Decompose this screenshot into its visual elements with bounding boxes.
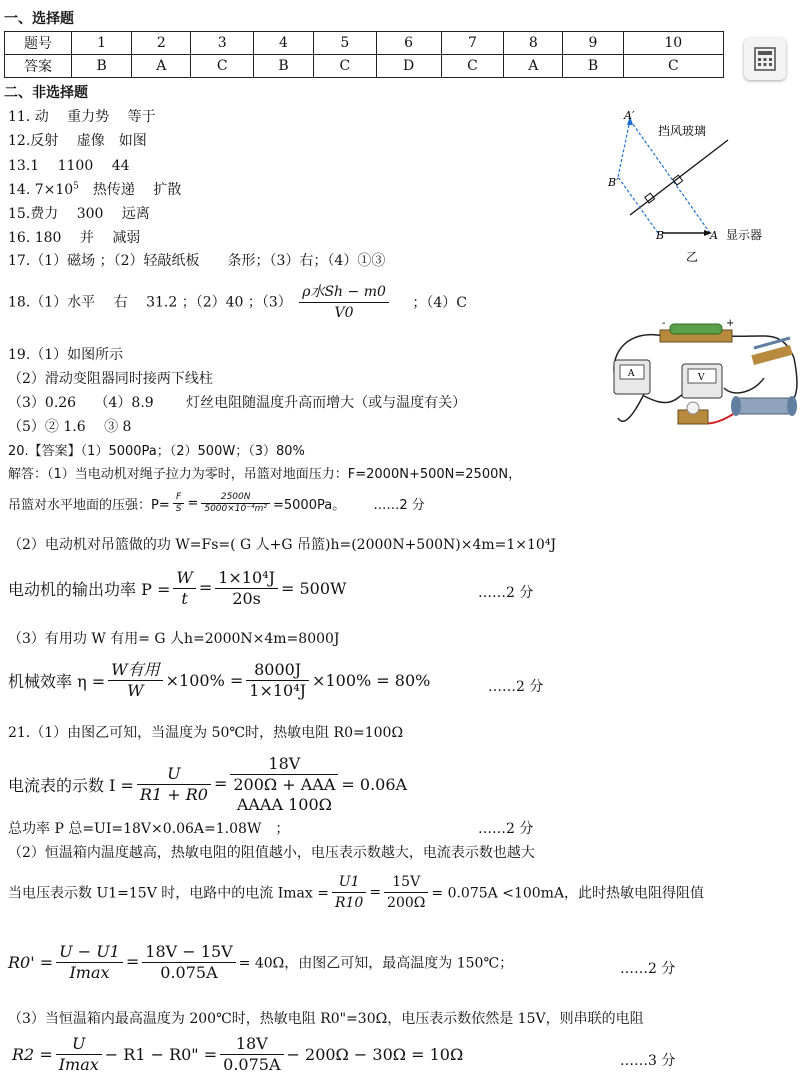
rheostat-end: [731, 396, 741, 416]
fraction-denominator: V0: [334, 305, 354, 321]
fraction-denominator-2: AAAA 100Ω: [236, 795, 332, 814]
answer-table: [4, 31, 724, 78]
answer-14-rest: 热传递 扩散: [78, 182, 182, 198]
r2-label: R2 =: [12, 1045, 53, 1064]
fraction-denominator: R1 + R0: [139, 785, 208, 804]
rheostat-end: [787, 396, 797, 416]
current-result: = 0.06A: [341, 775, 408, 794]
resistance-fraction-2: [142, 942, 235, 983]
fraction-numerator: W有用: [108, 660, 162, 681]
answer-21-power: 总功率 P 总=UI=18V×0.06A=1.08W ；: [8, 821, 290, 837]
score-label: ……2 分: [620, 961, 676, 977]
pressure-result: =5000Pa。: [273, 498, 346, 513]
table-cell: 1: [72, 32, 132, 55]
answer-16: 16. 180 并 减弱: [8, 230, 141, 246]
density-fraction: [299, 282, 389, 323]
resistance-fraction: [56, 942, 123, 983]
current-fraction: [137, 764, 211, 805]
r2-fraction-2: [220, 1034, 283, 1075]
r2-result: − 200Ω − 30Ω = 10Ω: [286, 1045, 464, 1064]
calculator-icon: [744, 38, 786, 80]
table-cell: 题号: [5, 32, 72, 55]
efficiency-fraction-2: [246, 660, 309, 701]
score-label: ……2 分: [373, 498, 425, 513]
answer-13: 13.1 1100 44: [8, 158, 130, 174]
virtual-image: [618, 120, 630, 177]
efficiency-result: ×100% = 80%: [312, 671, 431, 690]
table-cell: 答案: [5, 55, 72, 78]
label-b-prime: B′: [608, 176, 619, 189]
resistance-result: = 40Ω，由图乙可知，最高温度为 150℃；: [238, 955, 514, 972]
wire: [724, 378, 764, 393]
answer-20-work: （2）电动机对吊篮做的功 W=Fs=( G 人+G 吊篮)h=(2000N+500N)×4m=1×10⁴J: [8, 537, 557, 553]
table-row-answers: [5, 55, 724, 78]
answer-18-tail: ；（4）C: [412, 294, 467, 311]
fraction-numerator: 15V: [384, 872, 428, 893]
answer-21-resistance: R0' = $\frac{U - U1}{Imax}$ = $\frac{18V - 15V}{0.075A}$ = 40Ω，由图乙可知，最高温度为 150℃；: [8, 942, 514, 982]
answer-21-2: （2）恒温箱内温度越高，热敏电阻的阻值越小，电压表示数越大，电流表示数也越大: [8, 845, 535, 861]
fraction-denominator: 20s: [232, 589, 261, 608]
rheostat-coil: [670, 324, 722, 334]
answer-19-3: （3）0.26 （4）8.9 灯丝电阻随温度升高而增大（或与温度有关）: [8, 395, 467, 411]
bulb-icon: [687, 402, 699, 414]
table-cell: 7: [441, 32, 503, 55]
answer-20: 20.【答案】（1）5000Pa；（2）500W；（3）80%: [8, 444, 305, 459]
fraction-denominator: t: [181, 589, 188, 608]
reflection-figure: [600, 105, 780, 265]
voltage-label: 当电压表示数 U1=15V 时，电路中的电流 Imax =: [8, 885, 329, 902]
fraction-numerator: U: [56, 1034, 102, 1055]
fraction-numerator: U − U1: [56, 942, 123, 963]
answer-21-current: 电流表的示数 I = $\frac{U}{R1 + R0}$ = 18V 200Ω + AAA AAAA 100Ω = 0.06A: [8, 754, 408, 814]
efficiency-fraction: [108, 660, 162, 701]
answer-19-5: （5）② 1.6 ③ 8: [8, 419, 132, 435]
fraction-numerator: 18V: [230, 754, 338, 775]
answer-21-voltage: 当电压表示数 U1=15V 时，电路中的电流 Imax = $\frac{U1}{R10}$ = $\frac{15V}{200\Omega}$ = 0.075A <100mA，此时热敏电阻得阻值: [8, 874, 705, 911]
current-label: 电流表的示数 I =: [8, 776, 134, 795]
answer-19-2: （2）滑动变阻器同时接两下线柱: [8, 371, 213, 387]
fraction-numerator: 1×10⁴J: [215, 568, 278, 589]
answer-15: 15.费力 300 远离: [8, 206, 150, 222]
fraction-numerator: 2500N: [201, 492, 270, 504]
efficiency-mid: ×100% =: [165, 671, 244, 690]
answer-14-value: 14. 7×10: [8, 182, 74, 198]
fraction-numerator: W: [173, 568, 195, 589]
imax-result: = 0.075A <100mA，此时热敏电阻得阻值: [431, 885, 705, 902]
fraction-numerator: 8000J: [246, 660, 309, 681]
answer-21-r2: [12, 1034, 463, 1075]
answer-21: 21.（1）由图乙可知，当温度为 50℃时，热敏电阻 R0=100Ω: [8, 725, 404, 741]
circuit-figure: [604, 318, 804, 436]
label-display: 显示器: [726, 228, 763, 242]
fraction-numerator: 18V − 15V: [142, 942, 235, 963]
power-label: 电动机的输出功率 P =: [8, 580, 171, 599]
table-cell: 3: [191, 32, 253, 55]
table-cell: B: [72, 55, 132, 78]
table-cell: 10: [623, 32, 723, 55]
fraction-denominator: Imax: [58, 1055, 99, 1074]
table-cell: C: [191, 55, 253, 78]
fraction-denominator: 5000×10⁻⁴m²: [204, 504, 267, 514]
image-line-b: [618, 177, 658, 233]
answer-12: 12.反射 虚像 如图: [8, 133, 147, 149]
fraction-numerator: F: [173, 492, 185, 504]
efficiency-label: 机械效率 η =: [8, 672, 106, 691]
fraction-denominator: 200Ω + AAA: [233, 775, 336, 794]
fraction-denominator: S: [175, 504, 182, 514]
current-fraction-2: [230, 754, 338, 815]
table-row-question-numbers: [5, 32, 724, 55]
answer-20-efficiency: [8, 660, 430, 701]
answer-19: 19.（1）如图所示: [8, 347, 124, 363]
score-label: ……2 分: [478, 585, 534, 601]
fraction-denominator: 200Ω: [387, 895, 426, 911]
table-cell: C: [441, 55, 503, 78]
fraction-denominator: W: [127, 681, 144, 700]
answer-20-pressure: 吊篮对水平地面的压强：P= $\frac{F}{S}$ = $\frac{2500N}{\text{5000×10⁻⁴m²}}$ =5000Pa。 ……2 分: [8, 492, 425, 514]
imax-fraction: [332, 872, 366, 913]
pressure-fraction-2: [201, 492, 270, 515]
resistance-label: R0' =: [8, 953, 54, 972]
table-cell: D: [376, 55, 441, 78]
table-cell: 5: [314, 32, 376, 55]
power-result: = 500W: [281, 579, 347, 598]
fraction-denominator: Imax: [69, 963, 110, 982]
answer-17: 17.（1）磁场 ；（2）轻敲纸板 条形；（3）右；（4）①③: [8, 253, 386, 269]
r2-mid: − R1 − R0" =: [104, 1045, 218, 1064]
fraction-numerator: U1: [332, 872, 366, 893]
fraction-denominator: 0.075A: [160, 963, 218, 982]
label-a-prime: A′: [624, 109, 635, 122]
imax-fraction-2: [384, 872, 428, 913]
fraction-denominator: 0.075A: [223, 1055, 281, 1074]
wire: [618, 394, 644, 421]
table-cell: B: [563, 55, 623, 78]
slide-rheostat: [734, 398, 794, 414]
voltmeter-label: V: [698, 373, 705, 383]
answer-18-text: 18.（1）水平 右 31.2 ；（2）40 ；（3）: [8, 294, 292, 311]
score-label: ……2 分: [478, 821, 534, 837]
label-b: B: [656, 229, 665, 242]
fraction-numerator: ρ水Sh − m0: [299, 282, 389, 303]
r2-fraction: [56, 1034, 102, 1075]
table-cell: C: [623, 55, 723, 78]
answer-20-useful-work: （3）有用功 W 有用= G 人h=2000N×4m=8000J: [8, 631, 340, 647]
fraction-numerator: 18V: [220, 1034, 283, 1055]
answer-14-exponent: 5: [73, 181, 79, 192]
label-windshield: 挡风玻璃: [658, 124, 707, 138]
answer-14: [8, 179, 181, 199]
calculator-button[interactable]: [744, 38, 786, 80]
plus-terminal: +: [726, 318, 735, 329]
figure-caption: 乙: [686, 250, 699, 264]
section-title-nonchoice: 二、非选择题: [4, 85, 88, 101]
section-title-choice: 一、选择题: [4, 11, 74, 27]
table-cell: A: [132, 55, 191, 78]
table-cell: B: [253, 55, 313, 78]
answer-11: 11. 动 重力势 等于: [8, 109, 156, 125]
power-fraction: [173, 568, 195, 609]
fraction-numerator: U: [137, 764, 211, 785]
answer-21-3: （3）当恒温箱内最高温度为 200℃时，热敏电阻 R0"=30Ω，电压表示数依然是 15V，则串联的电阻: [8, 1011, 644, 1027]
fraction-denominator: R10: [334, 895, 364, 911]
answer-18: [8, 282, 467, 323]
table-cell: 8: [504, 32, 563, 55]
pressure-fraction: [173, 492, 185, 515]
table-cell: 4: [253, 32, 313, 55]
table-cell: 6: [376, 32, 441, 55]
label-a: A: [710, 229, 718, 242]
minus-terminal: -: [662, 318, 666, 329]
pressure-label: 吊篮对水平地面的压强：P=: [8, 498, 170, 513]
fraction-denominator: 1×10⁴J: [249, 681, 307, 700]
table-cell: 9: [563, 32, 623, 55]
table-cell: C: [314, 55, 376, 78]
score-label: ……3 分: [620, 1053, 676, 1069]
power-fraction-2: [215, 568, 278, 609]
windshield-line: [630, 140, 728, 215]
answer-20-power: 电动机的输出功率 P = $\frac{W}{t}$ = $\frac{\text{1×10⁴J}}{20s}$ = 500W: [8, 568, 347, 608]
ammeter-label: A: [628, 369, 635, 379]
table-cell: A: [504, 55, 563, 78]
answer-20-solution: 解答：（1）当电动机对绳子拉力为零时，吊篮对地面压力：F=2000N+500N=2500N，: [8, 467, 522, 482]
table-cell: 2: [132, 32, 191, 55]
score-label: ……2 分: [488, 679, 544, 695]
